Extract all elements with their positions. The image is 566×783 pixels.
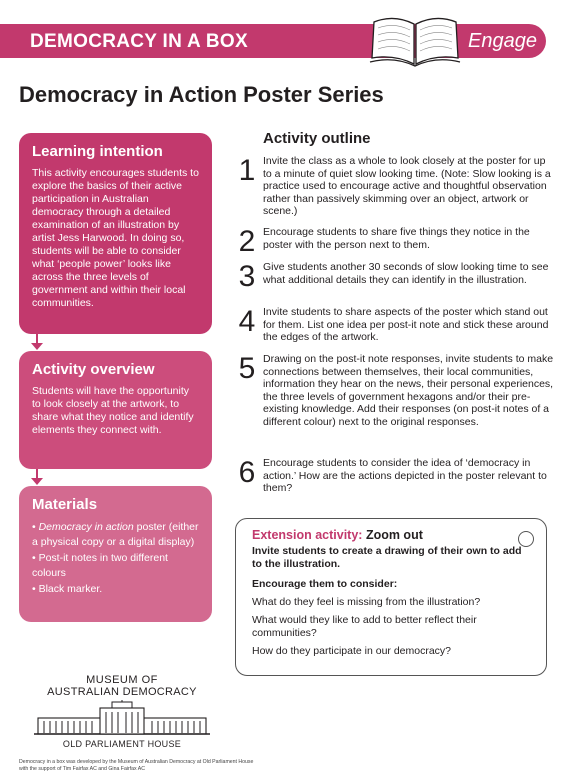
materials-list [32, 520, 199, 597]
extension-intro: Invite students to create a drawing of their own to add to the illustration. [252, 545, 522, 570]
step-text: Invite the class as a whole to look closely at the poster for up to a minute of quiet slow looking time. (Note: Slow looking is a practice used to encourage active and thoughtful observation rather than passively skimming over an object, artwork or scene.) [263, 155, 551, 217]
step-number: 3 [238, 260, 256, 293]
materials-item-text: poster (either a physical copy or a digital display) [32, 521, 199, 548]
step-text: Drawing on the post-it note responses, invite students to make connections between themselves, their local communities, information they hear on the news, their personal experiences, the three levels of government hexagons and/or their pre-existing knowledge. Add their responses (on post-it notes of a different colour) next to the original responses. [263, 353, 554, 428]
extension-activity-box [235, 518, 547, 676]
step-text: Encourage students to share five things they notice in the poster with the person next to them. [263, 226, 530, 251]
arrow-down-icon [31, 478, 43, 485]
page-title: Democracy in Action Poster Series [19, 82, 384, 107]
parliament-building-icon [32, 700, 212, 736]
arrow-down-icon [31, 343, 43, 350]
footer-note: Democracy in a box was developed by the Museum of Australian Democracy at Old Parliament House with the support of Tim Fairfax AC and Gina Fairfax AC [19, 759, 254, 772]
activity-overview-text: Students will have the opportunity to look closely at the artwork, to share what they notice and identify elements they connect with. [32, 385, 194, 436]
circle-icon [518, 531, 534, 547]
activity-overview-heading: Activity overview [32, 361, 155, 378]
header-tag: Engage [468, 30, 537, 52]
step-number: 4 [238, 305, 256, 338]
materials-item: • Black marker. [32, 583, 103, 595]
step-text: Give students another 30 seconds of slow looking time to see what additional details they can identify in the illustration. [263, 261, 549, 286]
step-number: 1 [238, 154, 256, 187]
extension-heading [252, 528, 530, 542]
extension-question: What would they like to add to better reflect their communities? [252, 614, 477, 639]
extension-heading-title: Zoom out [365, 528, 423, 542]
activity-outline-heading: Activity outline [263, 130, 371, 147]
step-text: Invite students to share aspects of the poster which stand out for them. List one idea per post-it note and stick these around the edges of the artwork. [263, 306, 549, 343]
extension-consider: Encourage them to consider: [252, 578, 398, 590]
materials-item: • Post-it notes in two different colours [32, 552, 168, 579]
extension-heading-label: Extension activity: [252, 528, 363, 542]
step-number: 5 [238, 352, 256, 385]
step-number: 6 [238, 456, 256, 489]
activity-overview-card [19, 351, 212, 469]
materials-heading: Materials [32, 496, 98, 513]
learning-intention-heading: Learning intention [32, 143, 163, 160]
logo-text-parliament: OLD PARLIAMENT HOUSE [62, 739, 182, 749]
extension-question: What do they feel is missing from the illustration? [252, 595, 481, 608]
logo-text-museum: MUSEUM OF [86, 674, 158, 686]
open-book-icon [366, 8, 464, 72]
materials-item: • Democracy in action poster (either a physical copy or a digital display) [32, 521, 199, 548]
materials-item-text: Black marker. [38, 583, 103, 595]
logo-text-democracy: AUSTRALIAN DEMOCRACY [47, 686, 197, 698]
materials-item-italic: Democracy in action [38, 521, 134, 533]
header-title: DEMOCRACY IN A BOX [30, 31, 248, 52]
materials-card [19, 486, 212, 622]
extension-question: How do they participate in our democracy? [252, 645, 452, 657]
learning-intention-card [19, 133, 212, 334]
step-text: Encourage students to consider the idea of ‘democracy in action.’ How are the actions depicted in the poster relevant to them? [263, 457, 547, 494]
materials-item-text: Post-it notes in two different colours [32, 552, 168, 579]
learning-intention-text: This activity encourages students to explore the basics of their active participation in Australian democracy through a detailed examination of an illustration by artist Jess Harwood. In doing so, students will be able to consider what ‘people power’ looks like across the three levels of government and within their local communities. [32, 167, 199, 309]
step-number: 2 [238, 225, 256, 258]
